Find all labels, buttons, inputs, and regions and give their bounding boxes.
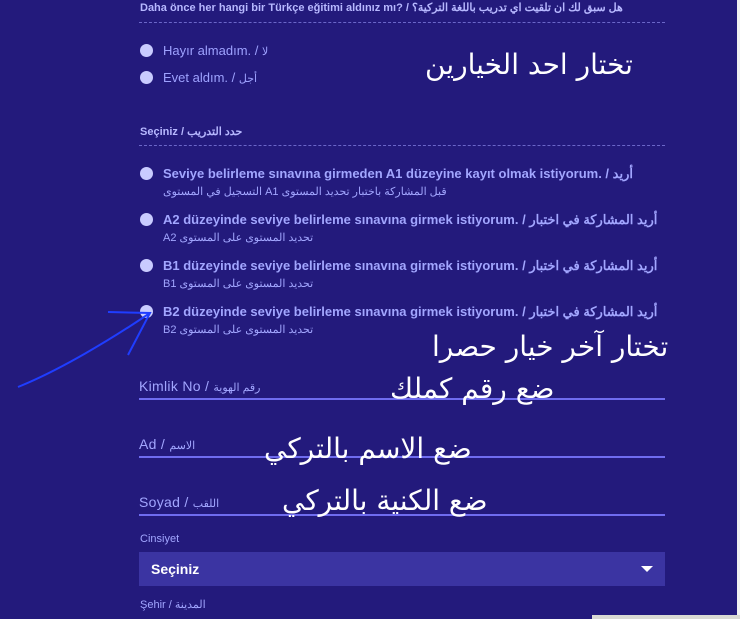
option-line1: Seviye belirleme sınavına girmeden A1 düzeyine kayıt olmak istiyorum. / أريد [163, 166, 633, 181]
option-line1: B2 düzeyinde seviye belirleme sınavına girmek istiyorum. / أريد المشاركة في اختبار [163, 304, 658, 319]
annotation-put-id: ضع رقم كملك [390, 372, 555, 405]
option-label: Evet aldım. / أجل [163, 70, 258, 85]
option-line2: B1 تحديد المستوى على المستوى [163, 278, 314, 290]
field-label: Kimlik No / رقم الهوية [139, 378, 261, 394]
annotation-choose-one: تختار احد الخيارين [425, 48, 633, 81]
option-line2: قبل المشاركة باختبار تحديد المستوى A1 التسجيل في المستوى [163, 186, 447, 198]
option-line2: A2 تحديد المستوى على المستوى [163, 232, 314, 244]
sehir-label: Şehir / المدينة [140, 599, 206, 611]
section-label: Seçiniz / حدد التدريب [140, 126, 243, 138]
select-value: Seçiniz [151, 561, 200, 577]
annotation-put-name: ضع الاسم بالتركي [264, 432, 472, 465]
option-label: Hayır almadım. / لا [163, 43, 269, 58]
annotation-put-surname: ضع الكنية بالتركي [282, 484, 488, 517]
option-line2: B2 تحديد المستوى على المستوى [163, 324, 314, 336]
field-label: Soyad / اللقب [139, 494, 220, 510]
option-line1: B1 düzeyinde seviye belirleme sınavına girmek istiyorum. / أريد المشاركة في اختبار [163, 258, 658, 273]
annotation-choose-last: تختار آخر خيار حصرا [432, 330, 669, 363]
option-line1: A2 düzeyinde seviye belirleme sınavına girmek istiyorum. / أريد المشاركة في اختبار [163, 212, 658, 227]
training-question-label: Daha önce her hangi bir Türkçe eğitimi aldınız mı? / هل سبق لك ان تلقيت اي تدريب باللغة التركية؟ [140, 2, 623, 14]
cinsiyet-label: Cinsiyet [140, 533, 180, 545]
field-label: Ad / الاسم [139, 436, 196, 452]
